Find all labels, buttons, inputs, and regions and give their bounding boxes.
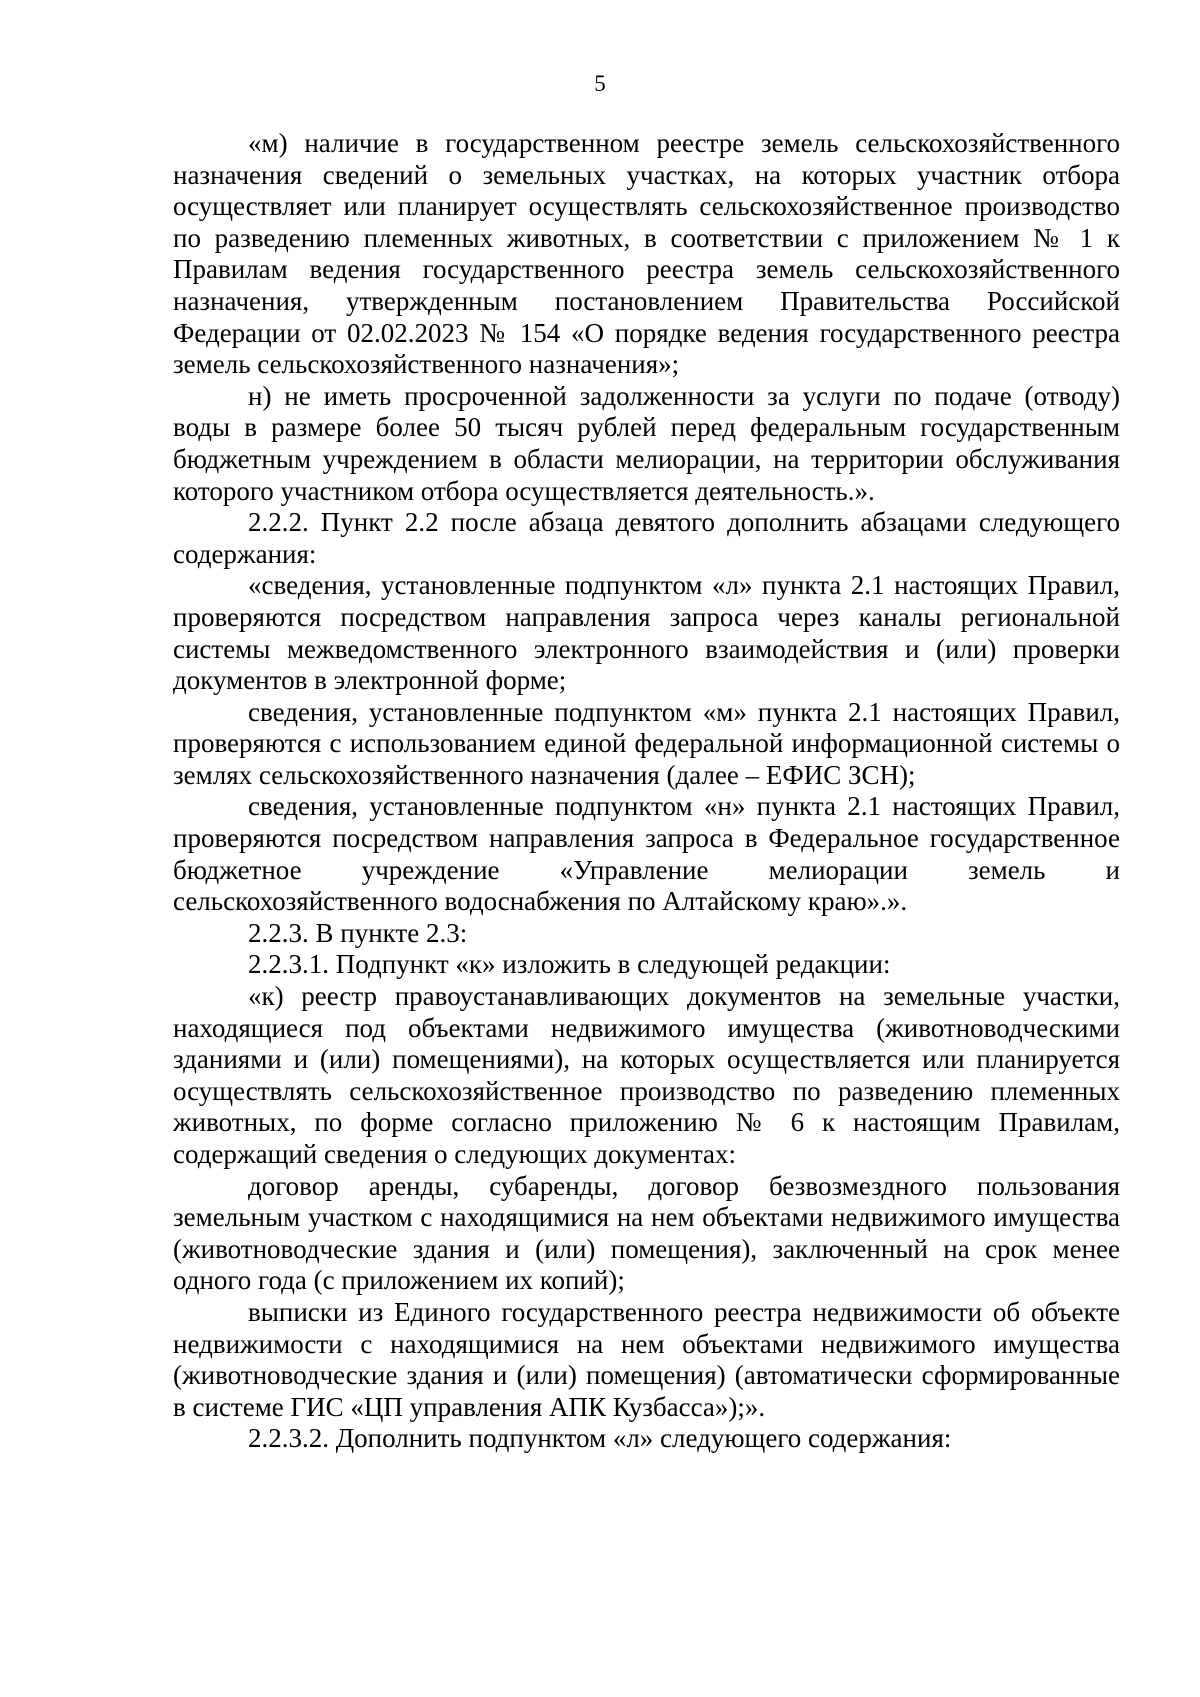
paragraph-2-2-3-1: 2.2.3.1. Подпункт «к» изложить в следующей редакции: [248,949,891,980]
paragraph-info-l: «сведения, установленные подпунктом «л» пункта 2.1 настоящих Правил, проверяются посредством направления запроса через каналы региональной системы межведомственного электронного взаимодействия и (или) проверки документов в электронной форме; [173,570,1120,696]
paragraph-subitem-m: «м) наличие в государственном реестре земель сельскохозяйственного назначения сведений о земельных участках, на которых участник отбора осуществляет или планирует осуществлять сельскохозяйственное производство по разведению племенных животных, в соответствии с приложением № 1 к Правилам ведения государственного реестра земель сельскохозяйственного назначения, утвержденным постановлением Правительства Российской Федерации от 02.02.2023 № 154 «О порядке ведения государственного реестра земель сельскохозяйственного назначения»; [173,128,1120,380]
paragraph-subitem-k: «к) реестр правоустанавливающих документов на земельные участки, находящиеся под объектами недвижимого имущества (животноводческими зданиями и (или) помещениями), на которых осуществляется или планируется осуществлять сельскохозяйственное производство по разведению племенных животных, по форме согласно приложению № 6 к настоящим Правилам, содержащий сведения о следующих документах: [173,981,1120,1169]
paragraph-2-2-2: 2.2.2. Пункт 2.2 после абзаца девятого дополнить абзацами следующего содержания: [173,507,1120,569]
paragraph-subitem-n: н) не иметь просроченной задолженности за услуги по подаче (отводу) воды в размере более 50 тысяч рублей перед федеральным государственным бюджетным учреждением в области мелиорации, на территории обслуживания которого участником отбора осуществляется деятельность.». [173,380,1120,506]
paragraph-registry-extracts: выписки из Единого государственного реестра недвижимости об объекте недвижимости с находящимися на нем объектами недвижимого имущества (животноводческие здания и (или) помещения) (автоматически сформированные в системе ГИС «ЦП управления АПК Кузбасса»);». [173,1296,1120,1422]
paragraph-info-m: сведения, установленные подпунктом «м» пункта 2.1 настоящих Правил, проверяются с использованием единой федеральной информационной системы о землях сельскохозяйственного назначения (далее – ЕФИС ЗСН); [173,696,1120,790]
document-body [173,128,1120,1455]
page-number: 5 [594,71,606,96]
paragraph-info-n: сведения, установленные подпунктом «н» пункта 2.1 настоящих Правил, проверяются посредством направления запроса в Федеральное государственное бюджетное учреждение «Управление мелиорации земель и сельскохозяйственного водоснабжения по Алтайскому краю».». [173,791,1120,917]
paragraph-lease-agreement: договор аренды, субаренды, договор безвозмездного пользования земельным участком с находящимися на нем объектами недвижимого имущества (животноводческие здания и (или) помещения), заключенный на срок менее одного года (с приложением их копий); [173,1170,1120,1296]
paragraph-2-2-3: 2.2.3. В пункте 2.3: [248,917,468,948]
paragraph-2-2-3-2: 2.2.3.2. Дополнить подпунктом «л» следующего содержания: [248,1423,952,1454]
